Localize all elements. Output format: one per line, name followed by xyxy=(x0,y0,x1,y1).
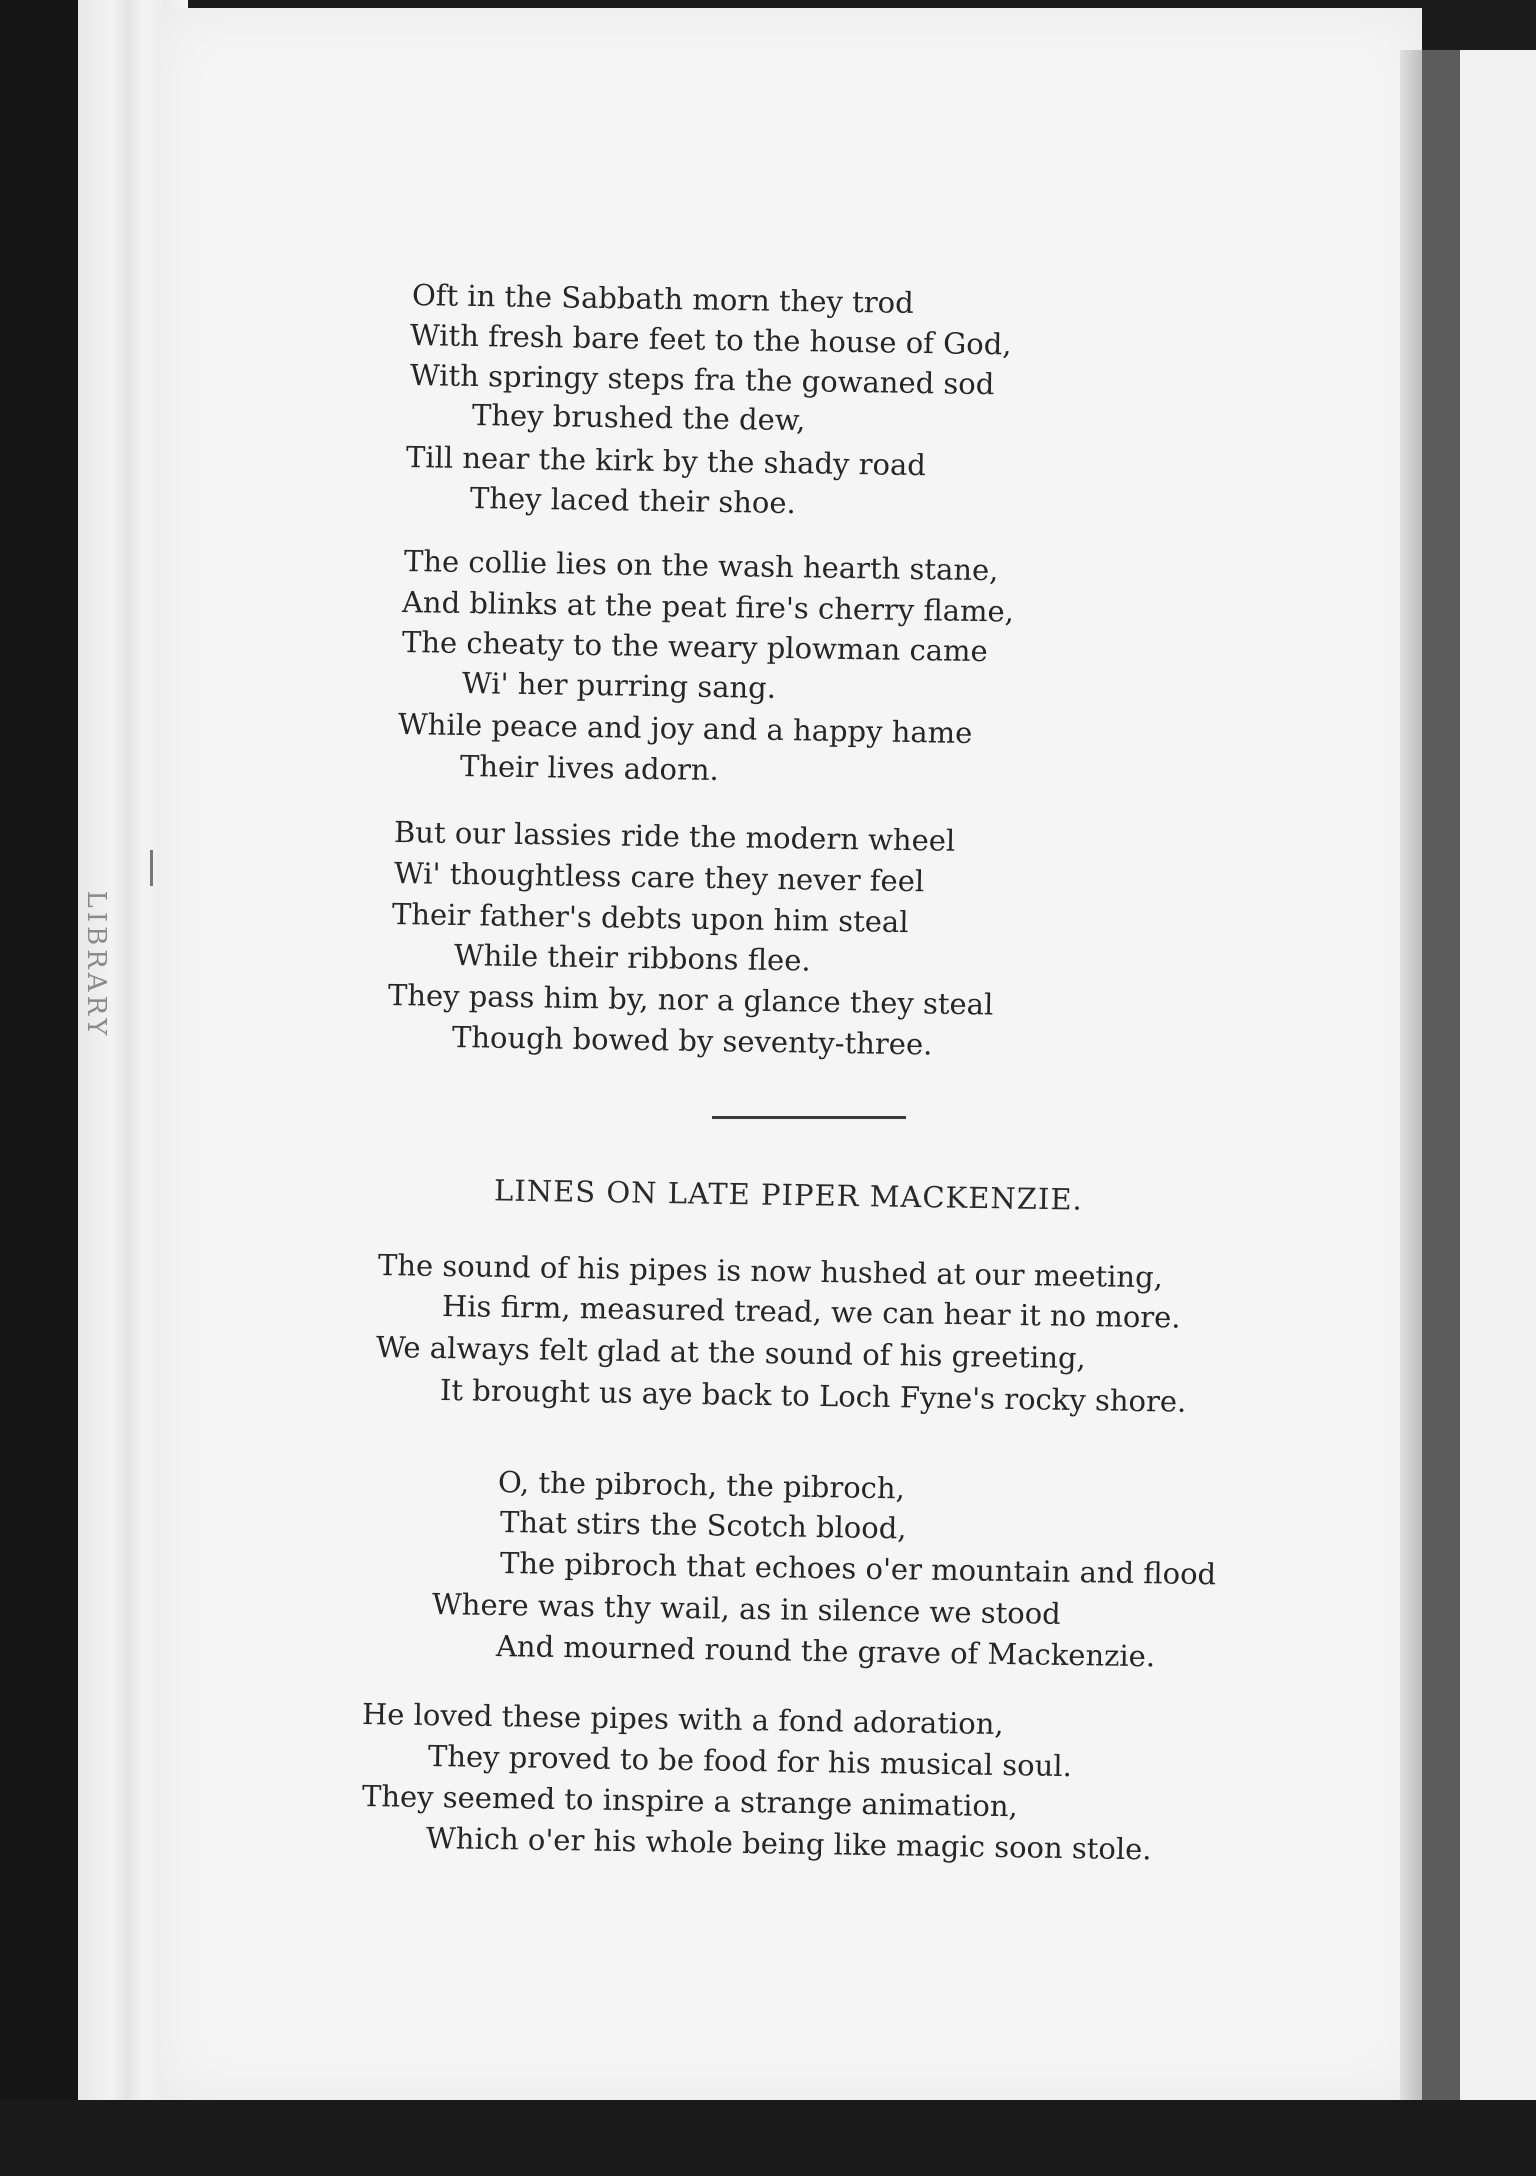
poem-line: They seemed to inspire a strange animation, xyxy=(361,1779,1019,1824)
poem-line: The sound of his pipes is now hushed at our meeting, xyxy=(377,1248,1164,1295)
poem-title: LINES ON LATE PIPER MACKENZIE. xyxy=(493,1173,1084,1217)
poem-line: Their father's debts upon him steal xyxy=(391,897,909,940)
poem-line: Where was thy wail, as in silence we stood xyxy=(431,1587,1062,1631)
poem-line: Till near the kirk by the shady road xyxy=(405,440,927,483)
poem-line: And mourned round the grave of Mackenzie. xyxy=(495,1629,1156,1674)
poem-line: The collie lies on the wash hearth stane, xyxy=(403,544,999,588)
library-stamp: LIBRARY xyxy=(81,890,111,1040)
poem-line: Wi' her purring sang. xyxy=(461,666,777,705)
poem-line: They brushed the dew, xyxy=(471,398,806,438)
poem-line: While peace and joy and a happy hame xyxy=(397,707,973,751)
poem-line: They pass him by, nor a glance they steal xyxy=(387,978,994,1022)
poem-line: With springy steps fra the gowaned sod xyxy=(409,358,995,402)
poem-line: Which o'er his whole being like magic soon stole. xyxy=(425,1821,1152,1867)
poem-line: That stirs the Scotch blood, xyxy=(499,1505,907,1546)
poem-line: The pibroch that echoes o'er mountain and flood xyxy=(499,1546,1217,1592)
poem-line: Wi' thoughtless care they never feel xyxy=(393,856,925,899)
section-divider xyxy=(712,1116,906,1119)
poem-line: Oft in the Sabbath morn they trod xyxy=(411,278,914,320)
poem-line: The cheaty to the weary plowman came xyxy=(401,625,989,669)
poem-line: They proved to be food for his musical soul. xyxy=(427,1739,1073,1784)
poem-line: With fresh bare feet to the house of God, xyxy=(409,318,1012,362)
poem-line: He loved these pipes with a fond adoration, xyxy=(361,1697,1004,1742)
poem-line: His firm, measured tread, we can hear it no more. xyxy=(441,1289,1181,1335)
poem-line: Their lives adorn. xyxy=(459,749,720,788)
poem-line: They laced their shoe. xyxy=(469,481,797,521)
poem-line: We always felt glad at the sound of his greeting, xyxy=(375,1330,1087,1376)
poem-line: While their ribbons flee. xyxy=(453,938,811,978)
poem-line: It brought us aye back to Loch Fyne's rocky shore. xyxy=(439,1373,1187,1419)
poem-line: O, the pibroch, the pibroch, xyxy=(497,1465,906,1506)
poem-line: But our lassies ride the modern wheel xyxy=(393,815,956,858)
poem-line: Though bowed by seventy-three. xyxy=(451,1020,933,1062)
poem-line: And blinks at the peat fire's cherry flame, xyxy=(401,585,1015,629)
